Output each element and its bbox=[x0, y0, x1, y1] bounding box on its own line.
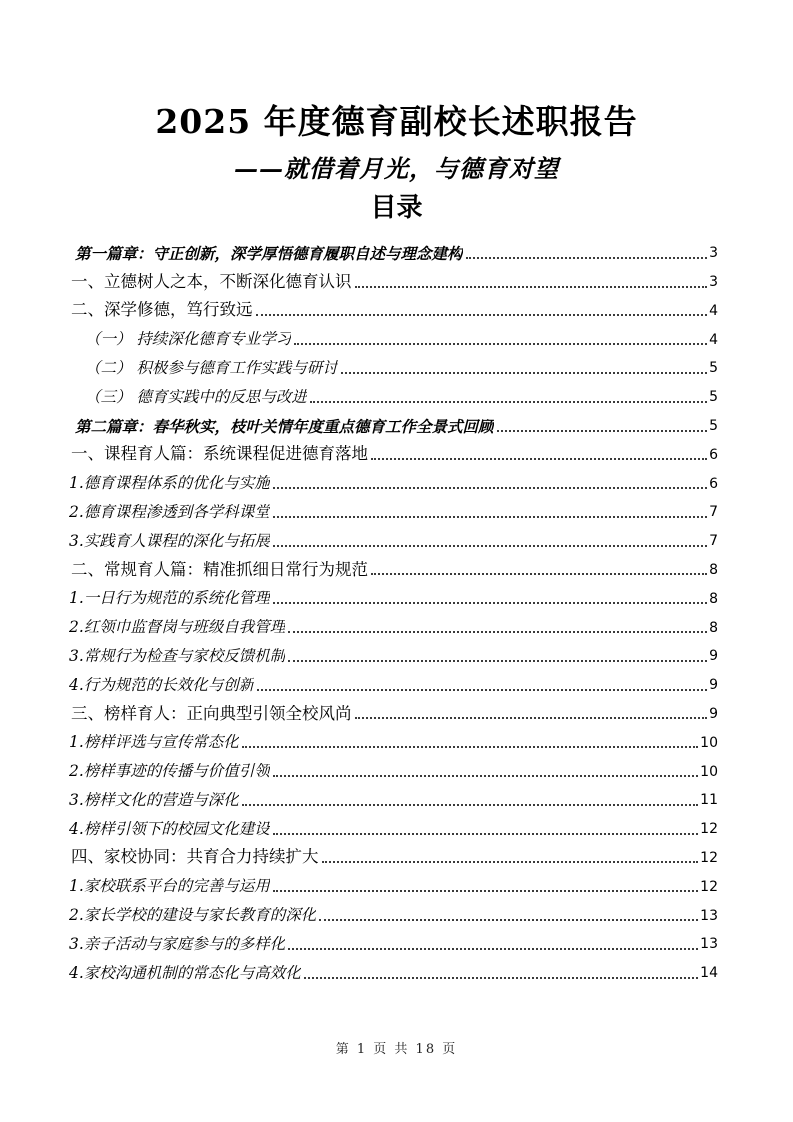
toc-dot-leader bbox=[273, 516, 707, 518]
toc-entry[interactable] bbox=[69, 522, 718, 551]
toc-entry-label: （二） 积极参与德育工作实践与研讨 bbox=[85, 360, 338, 378]
toc-entry[interactable] bbox=[69, 608, 718, 637]
toc-dot-leader bbox=[371, 573, 707, 575]
toc-entry[interactable] bbox=[69, 292, 718, 321]
toc-dot-leader bbox=[273, 487, 707, 489]
toc-entry[interactable] bbox=[69, 954, 718, 983]
toc-entry-label: 三、榜样育人：正向典型引领全校风尚 bbox=[71, 704, 352, 723]
toc-entry-label: 4.家校沟通机制的常态化与高效化 bbox=[69, 964, 301, 982]
page-number-text: 第 1 页 共 18 页 bbox=[335, 1042, 458, 1057]
toc-entry[interactable] bbox=[69, 695, 718, 724]
toc-entry-label: 4.榜样引领下的校园文化建设 bbox=[69, 820, 270, 838]
toc-dot-leader bbox=[294, 343, 707, 345]
toc-entry-page: 8 bbox=[709, 590, 718, 607]
toc-entry-page: 9 bbox=[709, 677, 718, 694]
toc-entry-page: 13 bbox=[700, 936, 718, 953]
toc-dot-leader bbox=[257, 689, 707, 691]
toc-entry-label: 一、立德树人之本，不断深化德育认识 bbox=[71, 272, 352, 291]
toc-entry-page: 8 bbox=[709, 619, 718, 636]
toc-entry-label: （一） 持续深化德育专业学习 bbox=[85, 331, 292, 349]
toc-entry-page: 11 bbox=[700, 792, 718, 809]
toc-dot-leader bbox=[371, 458, 707, 460]
toc-entry-page: 5 bbox=[709, 360, 718, 377]
toc-entry-page: 13 bbox=[700, 907, 718, 924]
toc-entry-label: 1.一日行为规范的系统化管理 bbox=[69, 590, 270, 608]
toc-entry-page: 9 bbox=[709, 705, 718, 722]
toc-entry[interactable] bbox=[69, 493, 718, 522]
toc-dot-leader bbox=[322, 861, 699, 863]
toc-entry-label: 2.红领巾监督岗与班级自我管理 bbox=[69, 619, 286, 637]
toc-dot-leader bbox=[304, 977, 698, 979]
toc-dot-leader bbox=[341, 372, 707, 374]
toc-entry-page: 5 bbox=[709, 418, 718, 434]
toc-dot-leader bbox=[355, 286, 708, 288]
toc-dot-leader bbox=[273, 833, 698, 835]
toc-entry-label: 4.行为规范的长效化与创新 bbox=[69, 676, 255, 694]
document-title: 2025 年度德育副校长述职报告 bbox=[155, 102, 638, 141]
page-footer bbox=[0, 1038, 793, 1057]
toc-entry-label: 3.榜样文化的营造与深化 bbox=[69, 792, 239, 810]
toc-dot-leader bbox=[466, 257, 708, 259]
toc-dot-leader bbox=[288, 660, 707, 662]
toc-entry-page: 12 bbox=[700, 849, 718, 866]
toc-entry[interactable] bbox=[69, 925, 718, 954]
toc-entry-label: 3.常规行为检查与家校反馈机制 bbox=[69, 648, 286, 666]
toc-entry-page: 6 bbox=[709, 446, 718, 463]
toc-entry-label: 1.家校联系平台的完善与运用 bbox=[69, 878, 270, 896]
toc-dot-leader bbox=[288, 631, 707, 633]
toc-entry-page: 7 bbox=[709, 504, 718, 521]
toc-entry[interactable] bbox=[69, 781, 718, 810]
toc-heading: 目录 bbox=[370, 192, 423, 223]
toc-entry-label: 2.榜样事迹的传播与价值引领 bbox=[69, 763, 270, 781]
toc-entry-label: 第一篇章：守正创新，深学厚悟德育履职自述与理念建构 bbox=[75, 244, 463, 263]
toc-entry-label: 1.榜样评选与宣传常态化 bbox=[69, 734, 239, 752]
toc-entry-page: 9 bbox=[709, 648, 718, 665]
toc-entry-label: 1.德育课程体系的优化与实施 bbox=[69, 475, 270, 493]
toc-entry[interactable] bbox=[69, 263, 718, 292]
toc-entry-page: 10 bbox=[700, 763, 718, 780]
toc-entry-page: 10 bbox=[700, 734, 718, 751]
toc-dot-leader bbox=[242, 804, 698, 806]
toc-entry-label: 3.实践育人课程的深化与拓展 bbox=[69, 532, 270, 550]
toc-dot-leader bbox=[310, 401, 707, 403]
toc-entry-page: 3 bbox=[709, 274, 718, 291]
toc-entry[interactable] bbox=[69, 723, 718, 752]
toc-entry[interactable] bbox=[69, 637, 718, 666]
toc-entry-page: 3 bbox=[709, 245, 718, 262]
toc-entry-page: 14 bbox=[700, 965, 718, 982]
toc-dot-leader bbox=[273, 545, 707, 547]
toc-entry-label: 2.德育课程渗透到各学科课堂 bbox=[69, 504, 270, 522]
toc-dot-leader bbox=[355, 717, 708, 719]
toc-entry-page: 8 bbox=[709, 561, 718, 578]
toc-entry[interactable] bbox=[69, 839, 718, 868]
toc-entry[interactable] bbox=[69, 234, 718, 263]
toc-entry[interactable] bbox=[69, 666, 718, 695]
toc-entry-page: 12 bbox=[700, 878, 718, 895]
toc-entry-page: 4 bbox=[709, 331, 718, 348]
toc-list bbox=[0, 234, 793, 983]
toc-dot-leader bbox=[256, 314, 708, 316]
toc-entry[interactable] bbox=[69, 407, 718, 436]
toc-entry-page: 4 bbox=[709, 302, 718, 319]
toc-entry[interactable] bbox=[69, 551, 718, 580]
toc-entry-page: 5 bbox=[709, 389, 718, 406]
toc-dot-leader bbox=[288, 948, 698, 950]
toc-entry[interactable] bbox=[69, 896, 718, 925]
toc-entry[interactable] bbox=[69, 320, 718, 349]
toc-entry-label: 二、深学修德，笃行致远 bbox=[71, 301, 253, 320]
document-subtitle: ——就借着月光，与德育对望 bbox=[234, 153, 559, 183]
toc-entry[interactable] bbox=[69, 867, 718, 896]
toc-entry-page: 12 bbox=[700, 821, 718, 838]
toc-entry-label: 二、常规育人篇：精准抓细日常行为规范 bbox=[71, 560, 368, 579]
toc-entry-label: 四、家校协同：共育合力持续扩大 bbox=[71, 848, 319, 867]
toc-dot-leader bbox=[497, 430, 708, 432]
toc-entry-label: 第二篇章：春华秋实，枝叶关情年度重点德育工作全景式回顾 bbox=[75, 417, 494, 436]
toc-entry[interactable] bbox=[69, 579, 718, 608]
toc-entry[interactable] bbox=[69, 752, 718, 781]
toc-entry[interactable] bbox=[69, 349, 718, 378]
toc-entry-label: 2.家长学校的建设与家长教育的深化 bbox=[69, 907, 317, 925]
toc-entry-page: 7 bbox=[709, 533, 718, 550]
toc-entry[interactable] bbox=[69, 810, 718, 839]
toc-dot-leader bbox=[273, 775, 698, 777]
toc-entry-label: 一、课程育人篇：系统课程促进德育落地 bbox=[71, 445, 368, 464]
toc-dot-leader bbox=[242, 746, 698, 748]
toc-entry[interactable] bbox=[69, 436, 718, 465]
toc-entry-label: 3.亲子活动与家庭参与的多样化 bbox=[69, 936, 286, 954]
toc-entry-label: （三） 德育实践中的反思与改进 bbox=[85, 388, 307, 406]
toc-entry[interactable] bbox=[69, 464, 718, 493]
toc-dot-leader bbox=[273, 602, 707, 604]
toc-dot-leader bbox=[273, 890, 698, 892]
toc-dot-leader bbox=[319, 919, 698, 921]
toc-entry-page: 6 bbox=[709, 475, 718, 492]
toc-entry[interactable] bbox=[69, 378, 718, 407]
